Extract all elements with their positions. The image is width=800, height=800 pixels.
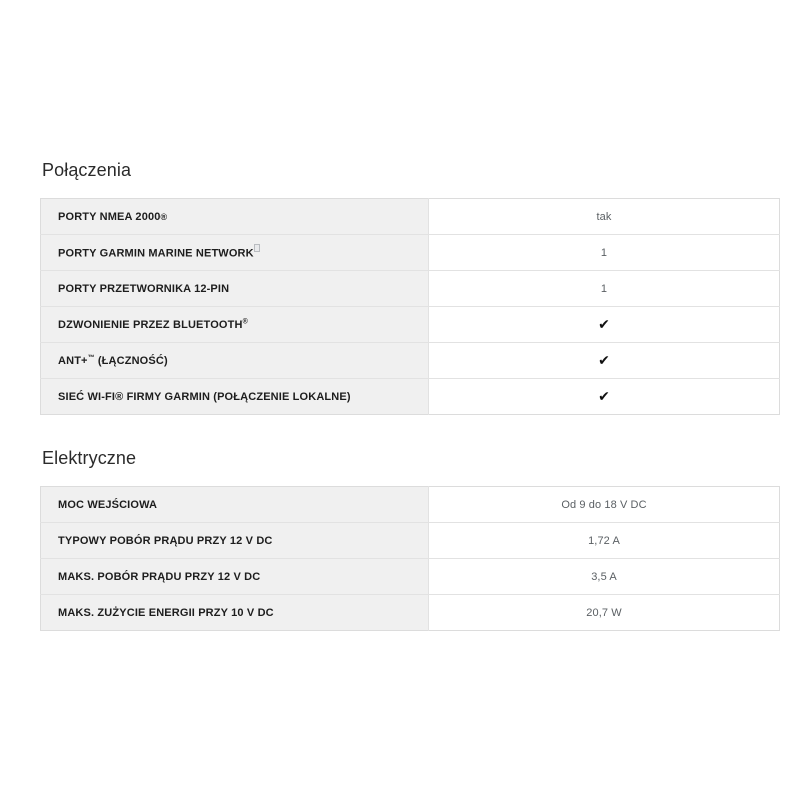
checkmark-icon: ✔ xyxy=(598,388,610,405)
registered-trademark-icon: ® xyxy=(160,211,168,222)
table-row xyxy=(41,487,780,523)
spec-value-checkmark-cell xyxy=(429,343,780,379)
spec-table-polaczenia xyxy=(40,198,780,415)
table-row xyxy=(41,559,780,595)
spec-value-text: 3,5 A xyxy=(591,570,617,583)
spec-label-cell xyxy=(41,487,429,523)
spec-value-cell xyxy=(429,199,780,235)
spec-label-text: PORTY NMEA 2000 xyxy=(58,210,161,223)
spec-value-text: Od 9 do 18 V DC xyxy=(561,498,647,511)
spec-label-text: MAKS. POBÓR PRĄDU PRZY 12 V DC xyxy=(58,570,261,583)
table-row xyxy=(41,271,780,307)
spec-label-cell xyxy=(41,523,429,559)
table-row xyxy=(41,307,780,343)
spec-label-text: MAKS. ZUŻYCIE ENERGII PRZY 10 V DC xyxy=(58,606,274,619)
spec-label-text: SIEĆ WI-FI® FIRMY GARMIN (POŁĄCZENIE LOKALNE) xyxy=(58,390,351,403)
spec-label-text: DZWONIENIE PRZEZ BLUETOOTH xyxy=(58,318,243,331)
section-heading-polaczenia: Połączenia xyxy=(42,160,132,180)
spec-label-text: PORTY GARMIN MARINE NETWORK xyxy=(58,247,254,260)
spec-value-cell xyxy=(429,595,780,631)
table-row xyxy=(41,199,780,235)
checkmark-icon: ✔ xyxy=(598,352,610,369)
spec-table-body xyxy=(41,199,780,415)
table-row xyxy=(41,523,780,559)
table-row xyxy=(41,595,780,631)
spec-value-text: 1 xyxy=(600,246,608,259)
spec-value-text: 1,72 A xyxy=(588,534,620,547)
table-row xyxy=(41,379,780,415)
trademark-icon: ™ xyxy=(87,353,95,361)
spec-label-cell xyxy=(41,199,429,235)
registered-trademark-icon: ® xyxy=(242,317,248,325)
spec-table-elektryczne xyxy=(40,486,780,631)
section-heading-elektryczne: Elektryczne xyxy=(42,448,137,468)
spec-value-cell xyxy=(429,523,780,559)
spec-label-cell xyxy=(41,595,429,631)
spec-label-cell xyxy=(41,271,429,307)
spec-label-text: ANT+™ (ŁĄCZNOŚĆ) xyxy=(58,353,168,367)
spec-value-text: 1 xyxy=(600,282,608,295)
spec-value-text: tak xyxy=(596,210,612,223)
spec-value-checkmark-cell xyxy=(429,307,780,343)
spec-value-cell xyxy=(429,487,780,523)
spec-table-body xyxy=(41,487,780,631)
spec-label-cell xyxy=(41,559,429,595)
missing-glyph-icon xyxy=(254,244,260,252)
spec-label-text: TYPOWY POBÓR PRĄDU PRZY 12 V DC xyxy=(58,534,273,547)
spec-label-text: PORTY PRZETWORNIKA 12-PIN xyxy=(58,282,230,295)
spec-value-checkmark-cell xyxy=(429,379,780,415)
spec-section-elektryczne xyxy=(40,448,751,631)
spec-value-cell xyxy=(429,559,780,595)
spec-section-polaczenia xyxy=(40,160,751,415)
spec-label-cell xyxy=(41,343,429,379)
spec-value-cell xyxy=(429,235,780,271)
table-row xyxy=(41,235,780,271)
spec-label-cell xyxy=(41,379,429,415)
table-row xyxy=(41,343,780,379)
spec-label-text: MOC WEJŚCIOWA xyxy=(58,498,158,511)
spec-label-cell xyxy=(41,307,429,343)
spec-label-cell xyxy=(41,235,429,271)
spec-value-cell xyxy=(429,271,780,307)
spec-value-text: 20,7 W xyxy=(586,606,622,619)
checkmark-icon: ✔ xyxy=(598,316,610,333)
